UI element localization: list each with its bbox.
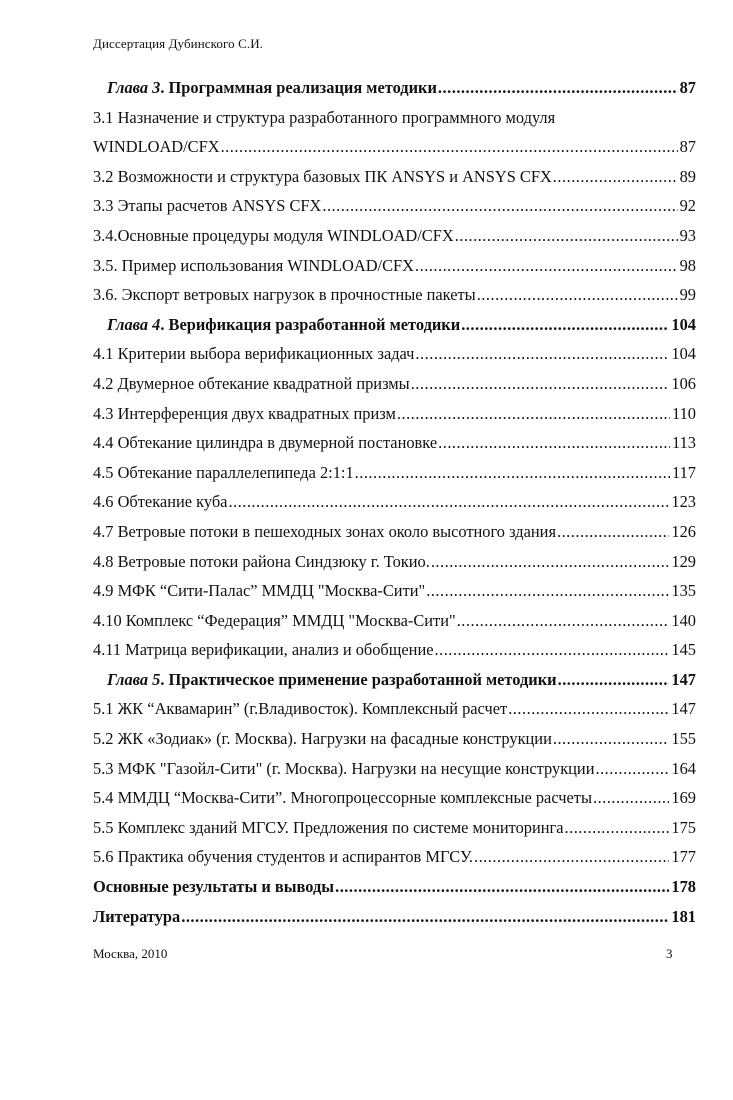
toc-entry-page: 110 <box>672 403 696 423</box>
toc-entry-title: 4.4 Обтекание цилиндра в двумерной постановке <box>93 433 438 453</box>
toc-entry-page: 98 <box>679 255 696 275</box>
toc-entry-page: 155 <box>671 729 696 749</box>
dot-leader <box>355 463 670 483</box>
toc-entry <box>93 196 696 226</box>
chapter-title: . Программная реализация методики <box>160 78 437 97</box>
toc-entry-page: 93 <box>679 225 696 245</box>
toc-entry-title: 4.1 Критерии выбора верификационных задач <box>93 344 415 364</box>
dot-leader <box>426 581 669 601</box>
toc-entry <box>93 522 696 552</box>
toc-entry-title: Литература <box>93 906 181 926</box>
toc-entry-title: 5.2 ЖК «Зодиак» (г. Москва). Нагрузки на фасадные конструкции <box>93 729 552 749</box>
dot-leader <box>457 611 670 631</box>
dot-leader <box>438 78 678 98</box>
toc-entry <box>93 492 696 522</box>
dot-leader <box>228 492 669 512</box>
chapter-title: . Верификация разработанной методики <box>160 314 461 334</box>
dot-leader <box>431 552 670 572</box>
toc-entry-title: 5.5 Комплекс зданий МГСУ. Предложения по системе мониторинга <box>93 817 564 837</box>
toc-entry-page: 129 <box>671 551 696 571</box>
chapter-title: . Практическое применение разработанной методики <box>160 669 557 689</box>
toc-entry-page: 135 <box>671 581 696 601</box>
toc-entry <box>93 256 696 286</box>
dot-leader <box>415 256 678 276</box>
toc-entry-title: 4.7 Ветровые потоки в пешеходных зонах около высотного здания <box>93 521 556 541</box>
toc-entry <box>93 433 696 463</box>
toc-entry-title: 3.3 Этапы расчетов ANSYS CFX <box>93 196 322 216</box>
toc-entry-title: 4.5 Обтекание параллелепипеда 2:1:1 <box>93 462 354 482</box>
dot-leader <box>415 344 669 364</box>
toc-entry-title: 3.5. Пример использования WINDLOAD/CFX <box>93 255 414 275</box>
toc-entry-title: 5.1 ЖК “Аквамарин” (г.Владивосток). Комплексный расчет <box>93 699 508 719</box>
toc-entry-page: 126 <box>671 521 696 541</box>
toc-entry-page: 87 <box>679 78 696 97</box>
toc-entry-title: 4.9 МФК “Сити-Палас” ММДЦ "Москва-Сити" <box>93 581 426 601</box>
toc-entry <box>93 907 696 937</box>
toc-entry <box>93 670 696 700</box>
dot-leader <box>181 907 669 927</box>
toc-entry-page: 92 <box>679 196 696 216</box>
dot-leader <box>438 433 670 453</box>
toc-entry-page: 104 <box>671 344 696 364</box>
toc-entry-page: 169 <box>671 788 696 808</box>
toc-entry <box>93 108 696 138</box>
toc-entry-page: 145 <box>671 640 696 660</box>
toc-entry-page: 89 <box>679 166 696 186</box>
toc-entry-page: 140 <box>671 610 696 630</box>
toc-entry-title: 5.6 Практика обучения студентов и аспирантов МГСУ. <box>93 847 473 867</box>
toc-entry-page: 123 <box>671 492 696 512</box>
toc-entry-page: 87 <box>679 137 696 157</box>
toc-entry-title: 5.3 МФК "Газойл-Сити" (г. Москва). Нагрузки на несущие конструкции <box>93 758 595 778</box>
dot-leader <box>322 196 677 216</box>
table-of-contents <box>93 78 696 936</box>
toc-entry-title: 3.1 Назначение и структура разработанного программного модуля <box>93 107 556 127</box>
toc-entry <box>93 167 696 197</box>
toc-entry <box>93 818 696 848</box>
dot-leader <box>411 374 670 394</box>
toc-entry <box>93 759 696 789</box>
toc-entry <box>93 877 696 907</box>
toc-entry <box>93 404 696 434</box>
toc-entry-title: 4.2 Двумерное обтекание квадратной призмы <box>93 373 410 393</box>
toc-entry-title <box>107 78 437 98</box>
toc-entry-page: 99 <box>679 285 696 305</box>
toc-entry-title: 3.4.Основные процедуры модуля WINDLOAD/CFX <box>93 225 454 245</box>
toc-entry <box>93 285 696 315</box>
toc-entry-page: 117 <box>672 462 696 482</box>
toc-entry <box>93 374 696 404</box>
toc-entry <box>93 581 696 611</box>
dot-leader <box>477 285 678 305</box>
dot-leader <box>595 759 669 779</box>
toc-entry-title <box>107 670 557 690</box>
chapter-label: Глава 3 <box>107 78 161 97</box>
toc-entry-title: 5.4 ММДЦ “Москва-Сити”. Многопроцессорные комплексные расчеты <box>93 788 592 808</box>
toc-entry <box>93 729 696 759</box>
dot-leader <box>558 670 670 690</box>
dot-leader <box>435 640 670 660</box>
toc-entry-page: 178 <box>671 877 696 897</box>
running-header: Диссертация Дубинского С.И. <box>93 36 264 51</box>
toc-entry-page: 177 <box>671 847 696 867</box>
toc-entry-page: 147 <box>671 699 696 719</box>
toc-entry-page: 164 <box>671 758 696 778</box>
toc-entry-title: Основные результаты и выводы <box>93 877 335 897</box>
toc-entry <box>93 78 696 108</box>
dot-leader <box>593 788 669 808</box>
dot-leader <box>553 167 678 187</box>
toc-entry-title: 4.10 Комплекс “Федерация” ММДЦ "Москва-Сити" <box>93 610 456 630</box>
toc-entry <box>93 463 696 493</box>
toc-entry-title <box>107 315 460 335</box>
toc-entry <box>93 552 696 582</box>
toc-entry-page: 147 <box>671 669 696 689</box>
toc-entry-page: 106 <box>671 373 696 393</box>
toc-entry-page: 104 <box>671 314 696 334</box>
dot-leader <box>461 315 669 335</box>
footer-city-year: Москва, 2010 <box>93 946 168 961</box>
toc-entry-title: 4.3 Интерференция двух квадратных призм <box>93 403 396 423</box>
toc-entry <box>93 788 696 818</box>
toc-entry-title: 4.8 Ветровые потоки района Синдзюку г. Токио. <box>93 551 430 571</box>
dot-leader <box>557 522 669 542</box>
toc-entry-page: 175 <box>671 817 696 837</box>
toc-entry <box>93 847 696 877</box>
toc-entry <box>93 226 696 256</box>
toc-entry-title: 4.6 Обтекание куба <box>93 492 228 512</box>
page-number: 3 <box>666 946 673 961</box>
toc-entry-page: 181 <box>671 906 696 926</box>
toc-entry <box>93 344 696 374</box>
toc-entry <box>93 315 696 345</box>
toc-entry <box>93 640 696 670</box>
toc-entry-title: 3.2 Возможности и структура базовых ПК ANSYS и ANSYS CFX <box>93 166 552 186</box>
toc-entry <box>93 611 696 641</box>
chapter-label: Глава 5 <box>107 669 161 689</box>
dot-leader <box>397 404 670 424</box>
toc-entry <box>93 137 696 167</box>
dot-leader <box>508 699 669 719</box>
toc-entry-title: WINDLOAD/CFX <box>93 137 220 157</box>
toc-entry-title: 4.11 Матрица верификации, анализ и обобщение <box>93 640 434 660</box>
dot-leader <box>553 729 670 749</box>
chapter-label: Глава 4 <box>107 314 161 334</box>
toc-entry-page: 113 <box>672 433 696 453</box>
toc-entry-title: 3.6. Экспорт ветровых нагрузок в прочностные пакеты <box>93 285 476 305</box>
dot-leader <box>221 137 678 157</box>
dot-leader <box>565 818 670 838</box>
dot-leader <box>455 226 678 246</box>
dot-leader <box>335 877 669 897</box>
toc-entry <box>93 699 696 729</box>
dot-leader <box>474 847 669 867</box>
